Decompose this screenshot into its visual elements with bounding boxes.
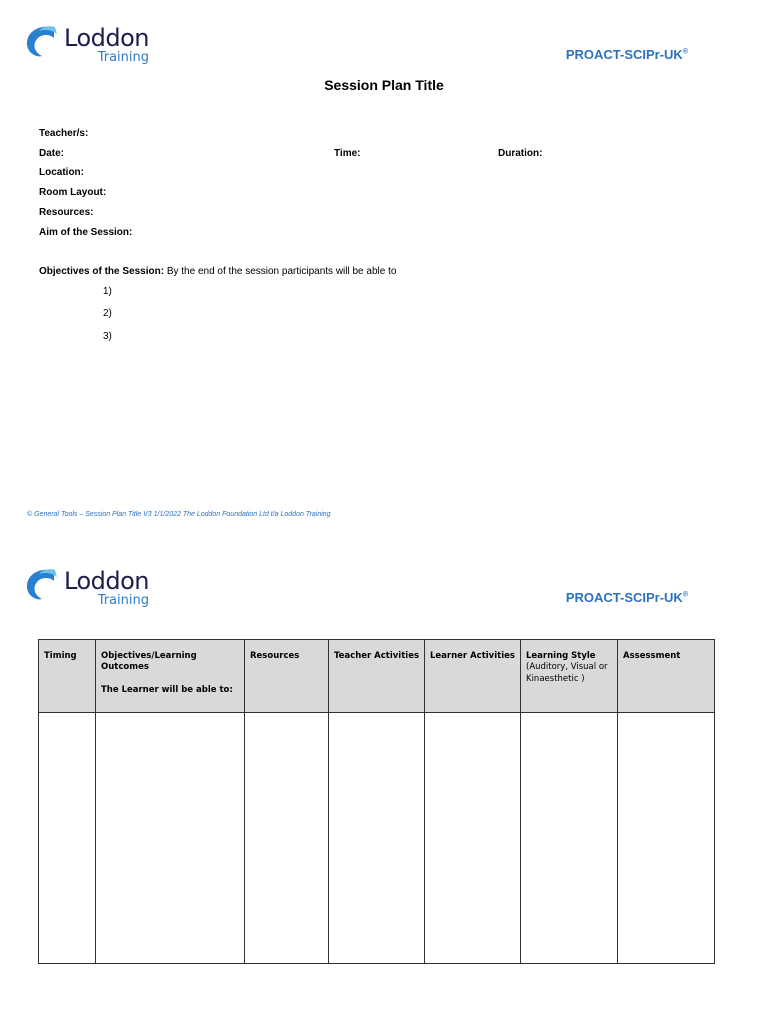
duration-label: Duration:: [498, 148, 543, 159]
table-cell[interactable]: [425, 713, 521, 964]
objectives-text: By the end of the session participants will be able to: [164, 266, 397, 277]
room-layout-label: Room Layout:: [39, 187, 107, 198]
objectives-label: Objectives of the Session:: [39, 266, 165, 277]
header-learning-style: Learning Style (Auditory, Visual or Kinaesthetic ): [521, 640, 618, 713]
logo-name: Loddon: [64, 567, 149, 595]
objective-item: 3): [103, 331, 112, 342]
table-cell[interactable]: [96, 713, 245, 964]
loddon-swirl-icon: [24, 565, 62, 603]
table-cell[interactable]: [521, 713, 618, 964]
logo-sub: Training: [97, 593, 149, 608]
session-plan-table: [38, 639, 715, 964]
brand-name: PROACT-SCIPr-UK®: [565, 47, 688, 62]
loddon-swirl-icon: [24, 22, 62, 60]
date-label: Date:: [39, 148, 65, 159]
time-label: Time:: [334, 148, 361, 159]
logo-name: Loddon: [64, 24, 149, 52]
objective-item: 1): [103, 286, 112, 297]
table-cell[interactable]: [618, 713, 715, 964]
table-cell[interactable]: [39, 713, 96, 964]
header-timing: Timing: [39, 640, 96, 713]
header-objectives: Objectives/Learning Outcomes The Learner will be able to:: [96, 640, 245, 713]
table-cell[interactable]: [329, 713, 425, 964]
header-resources: Resources: [245, 640, 329, 713]
loddon-logo: [24, 565, 149, 607]
page-title: Session Plan Title: [324, 77, 444, 93]
aim-label: Aim of the Session:: [39, 227, 133, 238]
objective-item: 2): [103, 308, 112, 319]
table-header-row: [39, 640, 715, 713]
objectives-line: [39, 266, 396, 277]
header-learner-activities: Learner Activities: [425, 640, 521, 713]
brand-name: PROACT-SCIPr-UK®: [565, 590, 688, 605]
location-label: Location:: [39, 167, 84, 178]
table-cell[interactable]: [245, 713, 329, 964]
header-teacher-activities: Teacher Activities: [329, 640, 425, 713]
logo-sub: Training: [97, 50, 149, 65]
footer-note: © General Tools – Session Plan Title V3 1/1/2022 The Loddon Foundation Ltd t/a Loddon Training: [27, 511, 331, 518]
header-assessment: Assessment: [618, 640, 715, 713]
loddon-logo: [24, 22, 149, 64]
table-row: [39, 713, 715, 964]
teacher-label: Teacher/s:: [39, 128, 89, 139]
resources-label: Resources:: [39, 207, 94, 218]
